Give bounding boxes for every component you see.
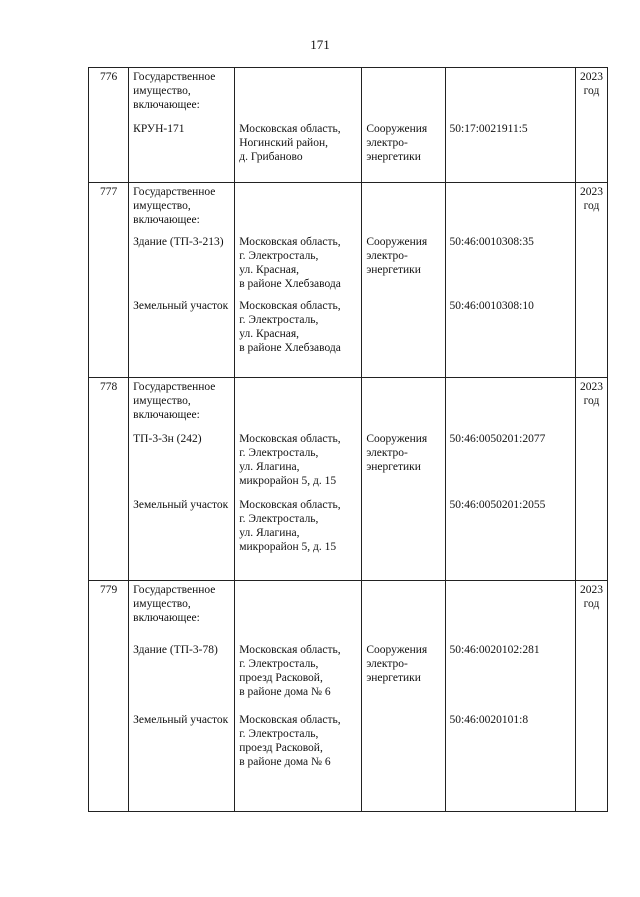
property-name-cell xyxy=(129,581,235,812)
address-line: микрорайон 5, д. 15 xyxy=(239,541,337,553)
entry-number-cell xyxy=(89,183,129,378)
type-line: Сооружения xyxy=(366,433,428,445)
address-line: г. Электросталь, xyxy=(239,314,319,326)
entry-number: 776 xyxy=(99,71,118,83)
address-line: Ногинский район, xyxy=(239,137,328,149)
address-line: Московская область, xyxy=(239,499,341,511)
property-address xyxy=(235,711,361,811)
type-line: Сооружения xyxy=(366,123,428,135)
address-line: ул. Ялагина, xyxy=(239,527,300,539)
type-line: электро- xyxy=(366,658,408,670)
property-name: КРУН-171 xyxy=(133,123,185,135)
property-type-cell xyxy=(362,183,445,378)
year-cell xyxy=(575,68,607,183)
page-number: 171 xyxy=(310,37,330,52)
type-line: электро- xyxy=(366,447,408,459)
property-type-cell xyxy=(362,581,445,812)
address-line: Московская область, xyxy=(239,236,341,248)
cadastral-number: 50:46:0010308:35 xyxy=(449,236,534,248)
type-line: энергетики xyxy=(366,264,421,276)
type-line: Сооружения xyxy=(366,236,428,248)
entry-number-cell xyxy=(89,68,129,183)
address-line: г. Электросталь, xyxy=(239,447,319,459)
address-line: в районе дома № 6 xyxy=(239,686,331,698)
entry-number: 779 xyxy=(99,584,118,596)
address-line: в районе Хлебзавода xyxy=(239,278,341,290)
address-line: г. Электросталь, xyxy=(239,728,319,740)
address-line: г. Электросталь, xyxy=(239,250,319,262)
property-address xyxy=(235,233,361,297)
cadastral-number: 50:46:0020102:281 xyxy=(449,644,540,656)
address-line: проезд Расковой, xyxy=(239,672,323,684)
property-type-cell xyxy=(362,68,445,183)
group-header: Государственное имущество, включающее: xyxy=(133,584,216,624)
type-line: электро- xyxy=(366,137,408,149)
cadastral-number: 50:46:0050201:2077 xyxy=(449,433,546,445)
group-header: Государственное имущество, включающее: xyxy=(133,71,216,111)
cadastral-number-cell xyxy=(445,183,575,378)
registry-body xyxy=(89,68,608,812)
property-name: Земельный участок xyxy=(133,300,229,312)
address-line: Московская область, xyxy=(239,300,341,312)
type-line: энергетики xyxy=(366,672,421,684)
year: 2023 год xyxy=(579,584,603,610)
address-line: ул. Красная, xyxy=(239,264,300,276)
property-name-cell xyxy=(129,378,235,581)
address-line: г. Электросталь, xyxy=(239,513,319,525)
property-registry-table xyxy=(88,67,608,812)
entry-number-cell xyxy=(89,581,129,812)
group-header: Государственное имущество, включающее: xyxy=(133,186,216,226)
address-line: Московская область, xyxy=(239,123,341,135)
address-cell xyxy=(235,68,362,183)
address-line: Московская область, xyxy=(239,644,341,656)
year: 2023 год xyxy=(579,186,603,212)
type-line: энергетики xyxy=(366,151,421,163)
property-type xyxy=(362,233,444,297)
registry-entry xyxy=(89,68,608,183)
registry-entry xyxy=(89,183,608,378)
property-name-cell xyxy=(129,68,235,183)
property-name: Здание (ТП-3-213) xyxy=(133,236,224,248)
type-line: энергетики xyxy=(366,461,421,473)
property-type xyxy=(362,297,444,377)
year-cell xyxy=(575,183,607,378)
address-line: д. Грибаново xyxy=(239,151,303,163)
address-line: ул. Ялагина, xyxy=(239,461,300,473)
entry-number-cell xyxy=(89,378,129,581)
address-cell xyxy=(235,581,362,812)
cadastral-number-cell xyxy=(445,581,575,812)
address-line: г. Электросталь, xyxy=(239,658,319,670)
property-name: ТП-3-3н (242) xyxy=(133,433,202,445)
address-cell xyxy=(235,183,362,378)
year: 2023 год xyxy=(579,381,603,407)
property-address xyxy=(235,120,361,182)
address-line: в районе дома № 6 xyxy=(239,756,331,768)
type-line: электро- xyxy=(366,250,408,262)
cadastral-number-cell xyxy=(445,378,575,581)
property-type xyxy=(362,641,444,711)
entry-number: 778 xyxy=(99,381,118,393)
property-address xyxy=(235,430,361,496)
property-address xyxy=(235,496,361,580)
property-address xyxy=(235,641,361,711)
registry-entry xyxy=(89,378,608,581)
address-line: Московская область, xyxy=(239,433,341,445)
property-type xyxy=(362,120,444,182)
cadastral-number: 50:46:0020101:8 xyxy=(449,714,529,726)
year-cell xyxy=(575,581,607,812)
property-name-cell xyxy=(129,183,235,378)
address-line: ул. Красная, xyxy=(239,328,300,340)
property-type xyxy=(362,711,444,811)
type-line: Сооружения xyxy=(366,644,428,656)
property-name: Здание (ТП-3-78) xyxy=(133,644,218,656)
year-cell xyxy=(575,378,607,581)
address-line: проезд Расковой, xyxy=(239,742,323,754)
property-type xyxy=(362,496,444,580)
entry-number: 777 xyxy=(99,186,118,198)
address-line: микрорайон 5, д. 15 xyxy=(239,475,337,487)
group-header: Государственное имущество, включающее: xyxy=(133,381,216,421)
registry-entry xyxy=(89,581,608,812)
year: 2023 год xyxy=(579,71,603,97)
address-line: Московская область, xyxy=(239,714,341,726)
property-name: Земельный участок xyxy=(133,499,229,511)
cadastral-number: 50:17:0021911:5 xyxy=(449,123,528,135)
cadastral-number: 50:46:0010308:10 xyxy=(449,300,534,312)
cadastral-number-cell xyxy=(445,68,575,183)
property-type-cell xyxy=(362,378,445,581)
property-name: Земельный участок xyxy=(133,714,229,726)
address-cell xyxy=(235,378,362,581)
property-type xyxy=(362,430,444,496)
cadastral-number: 50:46:0050201:2055 xyxy=(449,499,546,511)
address-line: в районе Хлебзавода xyxy=(239,342,341,354)
property-address xyxy=(235,297,361,377)
